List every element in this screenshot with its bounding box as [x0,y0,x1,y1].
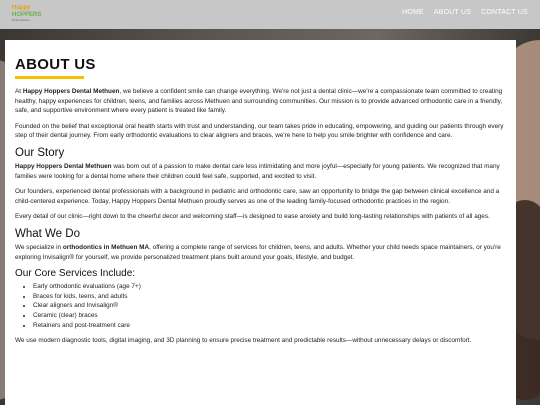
list-item: • Braces for kids, teens, and adults [33,292,506,302]
logo-text-line2: HOPPERS [12,12,42,18]
clinic-name-strong: Happy Hoppers Dental Methuen [22,88,120,95]
what-paragraph-1 [15,243,506,262]
core-services-heading: Our Core Services Include: [15,268,136,280]
text-run: was born out of a passion to make dental care less intimidating and more joyful—especially for young patients. We recognized that many families were looking for a dental home where their children could feel safe, supported, and excited to visit. [15,162,500,180]
what-we-do-heading: What We Do [15,227,80,240]
text-run: We specialize in [15,243,63,251]
our-story-heading: Our Story [15,146,65,159]
story-paragraph-1 [15,162,506,181]
list-item: • Clear aligners and Invisalign® [33,301,506,311]
logo-tagline: Dental Methuen [12,19,30,22]
story-paragraph-3: Every detail of our clinic—right down to the cheerful decor and welcoming staff—is designed to ease anxiety and build long-lasting relationships with patients of all ages. [15,213,490,221]
nav-about-link[interactable]: ABOUT US [433,9,472,16]
list-item: • Early orthodontic evaluations (age 7+) [33,282,506,292]
site-header [0,0,540,29]
service-strong: orthodontics in Methuen MA [62,243,150,251]
list-item: • Retainers and post-treatment care [33,321,506,331]
about-content-card [5,40,516,405]
story-paragraph-2: Our founders, experienced dental professionals with a background in pediatric and orthodontic care, saw an opportunity to bridge the gap between clinical excellence and a child-centered experience. Today, Happy Hoppers Dental Methuen proudly serves as one of the leading family-focused orthodontic practices in the region. [15,188,500,205]
main-nav [402,9,528,16]
text-run: At [15,88,23,95]
nav-home-link[interactable]: HOME [402,9,424,16]
about-paragraph-2: Founded on the belief that exceptional oral health starts with trust and understanding, our team takes pride in educating, empowering, and guiding our patients through every step of their dental journey. From early orthodontic evaluations to clear aligners and braces, we're here to help you smile brighter with confidence and care. [15,122,504,140]
core-services-list [33,282,506,330]
list-item: • Ceramic (clear) braces [33,311,506,321]
nav-contact-link[interactable]: CONTACT US [481,9,528,16]
logo-text-line1: Happy [12,5,31,11]
about-intro-paragraph [15,87,506,116]
site-logo[interactable] [12,5,44,25]
clinic-name-strong: Happy Hoppers Dental Methuen [15,162,112,170]
text-run: , we believe a confident smile can change everything. We're not just a dental clinic—we're a compassionate team committed to creating healthy, happy experiences for children, teens, and families across Methuen and surrounding communities. Our mission is to provide advanced orthodontic care in a friendly, safe, and supportive environment where every patient is treated like family. [15,88,503,115]
page-title: ABOUT US [15,56,96,73]
text-run: , offering a complete range of services for children, teens, and adults. Whether your child needs space maintainers, or you're exploring Invisalign® for yourself, we provide personalized treatment plans built around your goals, lifestyle, and budget. [15,243,501,261]
services-closing-paragraph: We use modern diagnostic tools, digital imaging, and 3D planning to ensure precise treatment and predictable results—without unnecessary delays or discomfort. [15,337,472,345]
title-underline [15,76,84,79]
